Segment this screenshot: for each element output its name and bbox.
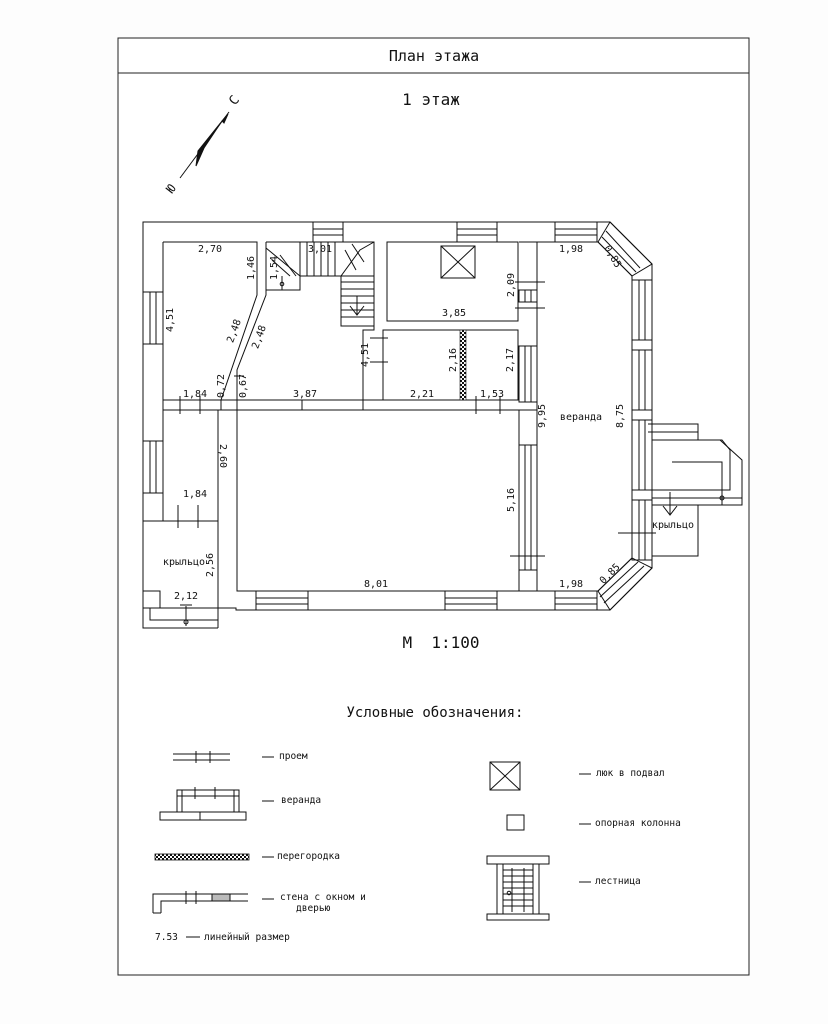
dim-385: 3,85: [441, 308, 467, 319]
legend-wall-label-1: стена с окном и: [280, 892, 366, 903]
dim-451b: 4,51: [360, 342, 371, 368]
room-porch-right: крыльцо: [651, 520, 695, 531]
legend-column-label: опорная колонна: [595, 818, 681, 829]
legend-stairs-label: лестница: [595, 876, 641, 887]
dim-067: 0,67: [238, 373, 249, 399]
dim-085b: 0,85: [597, 561, 623, 587]
dim-301: 3,01: [307, 244, 333, 255]
dim-451a: 4,51: [165, 307, 176, 333]
legend-linear-value: 7.53: [155, 932, 178, 943]
dim-875: 8,75: [615, 403, 626, 429]
dim-221: 2,21: [409, 389, 435, 400]
dim-270: 2,70: [197, 244, 223, 255]
scale-label: М 1:100: [402, 633, 480, 652]
dim-209: 2,09: [506, 272, 517, 298]
dim-256: 2,56: [205, 552, 216, 578]
compass-north: С: [226, 93, 243, 109]
dim-072: 0,72: [216, 373, 227, 399]
dim-260: 2,60: [217, 443, 228, 469]
dim-387: 3,87: [292, 389, 318, 400]
legend-opening-label: проем: [279, 751, 308, 762]
dim-184a: 1,84: [182, 389, 208, 400]
sheet-title: План этажа: [388, 47, 480, 65]
legend-veranda-label: веранда: [281, 795, 322, 806]
legend-linear-label: линейный размер: [204, 932, 290, 943]
compass-south: Ю: [163, 181, 179, 196]
dim-217: 2,17: [505, 347, 516, 373]
partition-wall: [460, 330, 466, 400]
room-veranda: веранда: [559, 412, 603, 423]
dim-198a: 1,98: [558, 244, 584, 255]
legend-partition-label: перегородка: [277, 851, 340, 862]
dim-085a: 0,85: [601, 243, 623, 270]
dim-153: 1,53: [479, 389, 505, 400]
floor-title: 1 этаж: [402, 90, 460, 109]
dim-248a: 2,48: [225, 317, 244, 345]
legend-hatch-label: люк в подвал: [596, 768, 665, 779]
dim-146: 1,46: [246, 255, 257, 281]
legend-partition-symbol: [155, 854, 249, 860]
dim-184b: 1,84: [182, 489, 208, 500]
legend-title: Условные обозначения:: [346, 705, 524, 721]
dim-248b: 2,48: [250, 323, 269, 351]
dim-516: 5,16: [506, 487, 517, 513]
dim-801: 8,01: [363, 579, 389, 590]
dim-216: 2,16: [448, 347, 459, 373]
room-porch-left: крыльцо: [162, 557, 206, 568]
sheet-frame: [118, 38, 749, 975]
dim-198b: 1,98: [558, 579, 584, 590]
dim-212: 2,12: [173, 591, 199, 602]
legend-wall-label-2: дверью: [296, 903, 331, 914]
dim-154: 1,54: [269, 255, 280, 281]
dim-995: 9,95: [537, 403, 548, 429]
